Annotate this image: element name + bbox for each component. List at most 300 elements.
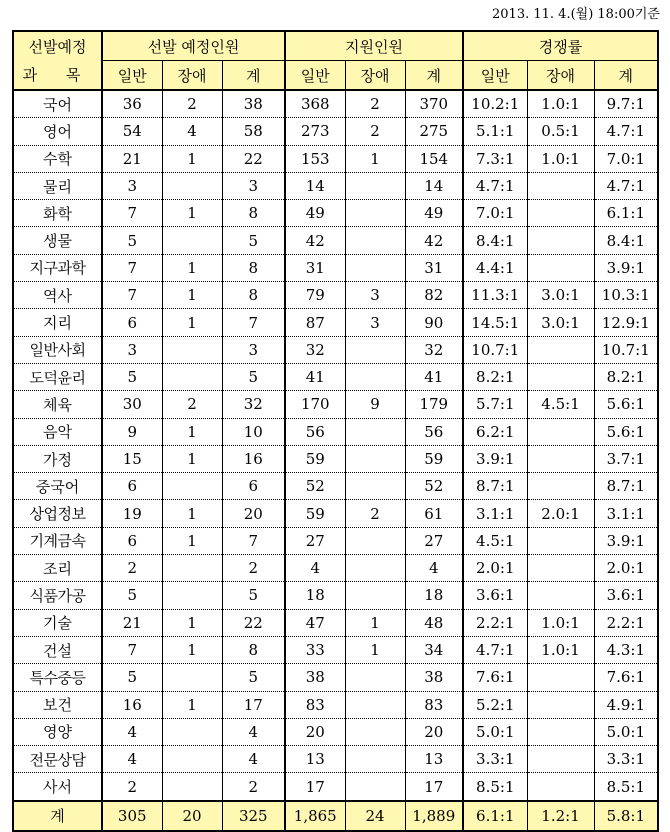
applied-general-cell: 153 xyxy=(285,145,345,172)
planned-disabled-cell xyxy=(162,473,222,500)
table-row xyxy=(13,118,658,145)
ratio-general-cell: 10.2:1 xyxy=(463,90,527,118)
applied-disabled-cell: 3 xyxy=(345,282,405,309)
planned-general-cell: 5 xyxy=(102,664,162,691)
applied-disabled-cell: 2 xyxy=(345,90,405,118)
ratio-disabled-cell xyxy=(527,363,594,390)
ratio-disabled-cell: 1.2:1 xyxy=(527,801,594,831)
planned-disabled-cell xyxy=(162,363,222,390)
applied-total-cell: 154 xyxy=(405,145,463,172)
planned-disabled-cell xyxy=(162,582,222,609)
ratio-general-cell: 5.0:1 xyxy=(463,718,527,745)
applied-total-cell: 275 xyxy=(405,118,463,145)
planned-disabled-cell: 1 xyxy=(162,145,222,172)
applied-disabled-cell xyxy=(345,200,405,227)
planned-total-cell: 2 xyxy=(222,773,285,801)
subject-cell: 영양 xyxy=(13,718,102,745)
planned-disabled-cell xyxy=(162,227,222,254)
planned-total-cell: 20 xyxy=(222,500,285,527)
planned-general-cell: 5 xyxy=(102,582,162,609)
ratio-total-cell: 7.6:1 xyxy=(594,664,658,691)
table-row xyxy=(13,746,658,773)
table-row xyxy=(13,445,658,472)
ratio-general-cell: 14.5:1 xyxy=(463,309,527,336)
planned-disabled-cell: 2 xyxy=(162,391,222,418)
ratio-total-cell: 3.9:1 xyxy=(594,527,658,554)
subject-cell: 기술 xyxy=(13,609,102,636)
planned-general-cell: 9 xyxy=(102,418,162,445)
table-row xyxy=(13,90,658,118)
ratio-disabled-cell xyxy=(527,227,594,254)
applied-disabled-cell: 2 xyxy=(345,118,405,145)
ratio-disabled-cell xyxy=(527,582,594,609)
subject-cell: 기계금속 xyxy=(13,527,102,554)
applied-disabled-cell xyxy=(345,172,405,199)
total-row xyxy=(13,801,658,831)
applied-disabled-cell xyxy=(345,363,405,390)
planned-disabled-cell xyxy=(162,718,222,745)
planned-disabled-cell: 1 xyxy=(162,282,222,309)
applied-total-cell: 42 xyxy=(405,227,463,254)
applied-disabled-cell xyxy=(345,473,405,500)
applied-disabled-cell xyxy=(345,773,405,801)
applied-disabled-cell xyxy=(345,718,405,745)
planned-disabled-cell: 1 xyxy=(162,691,222,718)
ratio-disabled-cell xyxy=(527,254,594,281)
ratio-general-cell: 5.2:1 xyxy=(463,691,527,718)
applied-total-cell: 61 xyxy=(405,500,463,527)
applied-total-cell: 48 xyxy=(405,609,463,636)
applied-total-header: 계 xyxy=(405,61,463,91)
ratio-disabled-cell xyxy=(527,746,594,773)
planned-total-cell: 58 xyxy=(222,118,285,145)
ratio-disabled-cell: 3.0:1 xyxy=(527,309,594,336)
subject-cell: 건설 xyxy=(13,636,102,663)
applied-total-cell: 27 xyxy=(405,527,463,554)
ratio-general-cell: 8.5:1 xyxy=(463,773,527,801)
applied-general-cell: 59 xyxy=(285,445,345,472)
subject-cell: 식품가공 xyxy=(13,582,102,609)
planned-total-cell: 17 xyxy=(222,691,285,718)
planned-disabled-cell: 1 xyxy=(162,636,222,663)
subject-cell: 전문상담 xyxy=(13,746,102,773)
applied-total-cell: 17 xyxy=(405,773,463,801)
ratio-general-cell: 4.4:1 xyxy=(463,254,527,281)
planned-general-cell: 5 xyxy=(102,227,162,254)
planned-total-cell: 32 xyxy=(222,391,285,418)
applied-total-cell: 31 xyxy=(405,254,463,281)
applied-disabled-cell xyxy=(345,664,405,691)
planned-total-cell: 38 xyxy=(222,90,285,118)
ratio-total-cell: 4.3:1 xyxy=(594,636,658,663)
table-row xyxy=(13,691,658,718)
ratio-general-cell: 7.3:1 xyxy=(463,145,527,172)
applied-disabled-cell: 9 xyxy=(345,391,405,418)
ratio-general-cell: 8.2:1 xyxy=(463,363,527,390)
subject-cell: 도덕윤리 xyxy=(13,363,102,390)
applied-general-cell: 18 xyxy=(285,582,345,609)
applied-general-cell: 83 xyxy=(285,691,345,718)
applied-total-cell: 18 xyxy=(405,582,463,609)
applied-disabled-cell xyxy=(345,445,405,472)
ratio-total-cell: 2.0:1 xyxy=(594,555,658,582)
table-row xyxy=(13,282,658,309)
subject-cell: 상업정보 xyxy=(13,500,102,527)
applied-total-cell: 59 xyxy=(405,445,463,472)
planned-total-cell: 22 xyxy=(222,609,285,636)
planned-general-cell: 6 xyxy=(102,527,162,554)
planned-general-cell: 7 xyxy=(102,200,162,227)
applied-total-cell: 4 xyxy=(405,555,463,582)
ratio-total-cell: 3.6:1 xyxy=(594,582,658,609)
ratio-general-cell: 11.3:1 xyxy=(463,282,527,309)
applied-total-cell: 1,889 xyxy=(405,801,463,831)
ratio-total-cell: 3.9:1 xyxy=(594,254,658,281)
applied-general-cell: 170 xyxy=(285,391,345,418)
planned-total-cell: 8 xyxy=(222,282,285,309)
ratio-general-cell: 4.7:1 xyxy=(463,636,527,663)
applied-general-cell: 20 xyxy=(285,718,345,745)
planned-disabled-cell xyxy=(162,336,222,363)
table-row xyxy=(13,636,658,663)
planned-disabled-cell: 1 xyxy=(162,500,222,527)
table-row xyxy=(13,254,658,281)
applied-total-cell: 41 xyxy=(405,363,463,390)
table-row xyxy=(13,145,658,172)
planned-total-cell: 3 xyxy=(222,172,285,199)
planned-general-cell: 30 xyxy=(102,391,162,418)
ratio-general-cell: 3.1:1 xyxy=(463,500,527,527)
applied-total-cell: 90 xyxy=(405,309,463,336)
ratio-group-header: 경쟁률 xyxy=(463,31,658,61)
table-row xyxy=(13,582,658,609)
planned-general-cell: 7 xyxy=(102,636,162,663)
ratio-total-cell: 7.0:1 xyxy=(594,145,658,172)
ratio-general-cell: 2.0:1 xyxy=(463,555,527,582)
applied-total-cell: 32 xyxy=(405,336,463,363)
applied-general-cell: 17 xyxy=(285,773,345,801)
ratio-total-cell: 8.4:1 xyxy=(594,227,658,254)
applied-disabled-header: 장애 xyxy=(345,61,405,91)
planned-total-cell: 8 xyxy=(222,254,285,281)
ratio-disabled-cell xyxy=(527,664,594,691)
table-row xyxy=(13,718,658,745)
header-row-2 xyxy=(13,61,658,91)
ratio-total-header: 계 xyxy=(594,61,658,91)
competition-table xyxy=(12,30,659,832)
table-row xyxy=(13,391,658,418)
ratio-total-cell: 3.3:1 xyxy=(594,746,658,773)
table-row xyxy=(13,527,658,554)
subject-cell: 체육 xyxy=(13,391,102,418)
planned-group-header: 선발 예정인원 xyxy=(102,31,285,61)
applied-general-cell: 13 xyxy=(285,746,345,773)
planned-total-cell: 4 xyxy=(222,718,285,745)
ratio-disabled-cell xyxy=(527,473,594,500)
planned-disabled-cell: 1 xyxy=(162,527,222,554)
applied-disabled-cell xyxy=(345,418,405,445)
applied-disabled-cell xyxy=(345,746,405,773)
planned-general-cell: 2 xyxy=(102,555,162,582)
subject-cell: 특수중등 xyxy=(13,664,102,691)
applied-total-cell: 13 xyxy=(405,746,463,773)
applied-disabled-cell xyxy=(345,336,405,363)
ratio-general-cell: 6.1:1 xyxy=(463,801,527,831)
applied-total-cell: 82 xyxy=(405,282,463,309)
ratio-disabled-cell: 2.0:1 xyxy=(527,500,594,527)
planned-disabled-cell: 2 xyxy=(162,90,222,118)
applied-total-cell: 52 xyxy=(405,473,463,500)
ratio-general-cell: 7.6:1 xyxy=(463,664,527,691)
applied-general-cell: 38 xyxy=(285,664,345,691)
applied-general-cell: 32 xyxy=(285,336,345,363)
planned-total-cell: 5 xyxy=(222,227,285,254)
applied-general-cell: 368 xyxy=(285,90,345,118)
ratio-total-cell: 3.1:1 xyxy=(594,500,658,527)
planned-total-cell: 7 xyxy=(222,309,285,336)
table-row xyxy=(13,363,658,390)
ratio-total-cell: 5.8:1 xyxy=(594,801,658,831)
subject-cell: 일반사회 xyxy=(13,336,102,363)
subject-cell: 생물 xyxy=(13,227,102,254)
subject-cell: 보건 xyxy=(13,691,102,718)
subject-cell: 중국어 xyxy=(13,473,102,500)
ratio-total-cell: 6.1:1 xyxy=(594,200,658,227)
applied-general-cell: 52 xyxy=(285,473,345,500)
applied-general-cell: 14 xyxy=(285,172,345,199)
applied-disabled-cell: 1 xyxy=(345,145,405,172)
ratio-general-cell: 3.3:1 xyxy=(463,746,527,773)
applied-general-cell: 47 xyxy=(285,609,345,636)
ratio-general-cell: 8.4:1 xyxy=(463,227,527,254)
planned-disabled-cell: 1 xyxy=(162,609,222,636)
applied-total-cell: 370 xyxy=(405,90,463,118)
subject-cell: 조리 xyxy=(13,555,102,582)
table-row xyxy=(13,336,658,363)
ratio-total-cell: 12.9:1 xyxy=(594,309,658,336)
planned-disabled-cell: 4 xyxy=(162,118,222,145)
subject-cell: 지리 xyxy=(13,309,102,336)
planned-total-cell: 3 xyxy=(222,336,285,363)
planned-general-cell: 19 xyxy=(102,500,162,527)
ratio-disabled-cell xyxy=(527,418,594,445)
ratio-disabled-cell xyxy=(527,445,594,472)
planned-general-cell: 16 xyxy=(102,691,162,718)
applied-general-cell: 56 xyxy=(285,418,345,445)
planned-disabled-cell xyxy=(162,555,222,582)
applied-disabled-cell xyxy=(345,254,405,281)
table-row xyxy=(13,609,658,636)
ratio-total-cell: 10.3:1 xyxy=(594,282,658,309)
planned-general-cell: 21 xyxy=(102,609,162,636)
ratio-general-cell: 4.5:1 xyxy=(463,527,527,554)
subject-cell: 국어 xyxy=(13,90,102,118)
ratio-disabled-cell xyxy=(527,527,594,554)
subject-cell: 역사 xyxy=(13,282,102,309)
planned-disabled-cell xyxy=(162,172,222,199)
planned-disabled-cell: 20 xyxy=(162,801,222,831)
planned-general-cell: 15 xyxy=(102,445,162,472)
planned-disabled-cell: 1 xyxy=(162,309,222,336)
applied-disabled-cell xyxy=(345,555,405,582)
ratio-total-cell: 10.7:1 xyxy=(594,336,658,363)
ratio-total-cell: 8.5:1 xyxy=(594,773,658,801)
subject-header-line1: 선발예정 xyxy=(13,31,102,61)
applied-disabled-cell xyxy=(345,582,405,609)
planned-general-cell: 6 xyxy=(102,473,162,500)
planned-general-cell: 54 xyxy=(102,118,162,145)
applied-total-cell: 83 xyxy=(405,691,463,718)
ratio-general-cell: 5.7:1 xyxy=(463,391,527,418)
planned-general-cell: 7 xyxy=(102,282,162,309)
header-row-1 xyxy=(13,31,658,61)
timestamp: 2013. 11. 4.(월) 18:00기준 xyxy=(492,7,660,22)
ratio-total-cell: 5.6:1 xyxy=(594,418,658,445)
applied-general-cell: 41 xyxy=(285,363,345,390)
applied-total-cell: 20 xyxy=(405,718,463,745)
applied-general-cell: 273 xyxy=(285,118,345,145)
table-row xyxy=(13,200,658,227)
applied-general-cell: 27 xyxy=(285,527,345,554)
planned-total-cell: 5 xyxy=(222,582,285,609)
planned-disabled-cell: 1 xyxy=(162,200,222,227)
applied-general-cell: 4 xyxy=(285,555,345,582)
applied-total-cell: 14 xyxy=(405,172,463,199)
table-row xyxy=(13,473,658,500)
subject-header-line2: 과 목 xyxy=(13,61,102,91)
applied-disabled-cell: 2 xyxy=(345,500,405,527)
applied-disabled-cell: 1 xyxy=(345,636,405,663)
ratio-general-cell: 10.7:1 xyxy=(463,336,527,363)
ratio-disabled-cell xyxy=(527,718,594,745)
ratio-disabled-cell xyxy=(527,773,594,801)
ratio-total-cell: 4.7:1 xyxy=(594,118,658,145)
table-row xyxy=(13,773,658,801)
table-row xyxy=(13,500,658,527)
subject-cell: 가정 xyxy=(13,445,102,472)
planned-total-cell: 325 xyxy=(222,801,285,831)
table-row xyxy=(13,418,658,445)
ratio-total-cell: 9.7:1 xyxy=(594,90,658,118)
applied-disabled-cell: 24 xyxy=(345,801,405,831)
planned-total-cell: 8 xyxy=(222,200,285,227)
applied-general-cell: 59 xyxy=(285,500,345,527)
applied-disabled-cell xyxy=(345,691,405,718)
planned-general-cell: 4 xyxy=(102,718,162,745)
subject-cell: 물리 xyxy=(13,172,102,199)
planned-general-cell: 305 xyxy=(102,801,162,831)
table-row xyxy=(13,309,658,336)
ratio-general-cell: 7.0:1 xyxy=(463,200,527,227)
applied-general-cell: 87 xyxy=(285,309,345,336)
applied-general-cell: 79 xyxy=(285,282,345,309)
table-row xyxy=(13,172,658,199)
ratio-general-cell: 6.2:1 xyxy=(463,418,527,445)
ratio-total-cell: 4.7:1 xyxy=(594,172,658,199)
planned-total-header: 계 xyxy=(222,61,285,91)
planned-disabled-cell: 1 xyxy=(162,445,222,472)
planned-disabled-cell: 1 xyxy=(162,254,222,281)
ratio-total-cell: 3.7:1 xyxy=(594,445,658,472)
planned-general-cell: 3 xyxy=(102,172,162,199)
applied-general-cell: 49 xyxy=(285,200,345,227)
planned-total-cell: 22 xyxy=(222,145,285,172)
ratio-general-header: 일반 xyxy=(463,61,527,91)
planned-total-cell: 4 xyxy=(222,746,285,773)
applied-total-cell: 38 xyxy=(405,664,463,691)
ratio-general-cell: 3.6:1 xyxy=(463,582,527,609)
applied-general-cell: 42 xyxy=(285,227,345,254)
planned-total-cell: 16 xyxy=(222,445,285,472)
subject-cell: 사서 xyxy=(13,773,102,801)
planned-total-cell: 8 xyxy=(222,636,285,663)
table-row xyxy=(13,555,658,582)
applied-disabled-cell: 3 xyxy=(345,309,405,336)
ratio-total-cell: 4.9:1 xyxy=(594,691,658,718)
applied-general-cell: 1,865 xyxy=(285,801,345,831)
planned-disabled-cell: 1 xyxy=(162,418,222,445)
planned-general-cell: 6 xyxy=(102,309,162,336)
ratio-total-cell: 5.0:1 xyxy=(594,718,658,745)
subject-cell: 계 xyxy=(13,801,102,831)
subject-cell: 화학 xyxy=(13,200,102,227)
planned-general-cell: 2 xyxy=(102,773,162,801)
planned-general-cell: 21 xyxy=(102,145,162,172)
planned-total-cell: 7 xyxy=(222,527,285,554)
ratio-total-cell: 5.6:1 xyxy=(594,391,658,418)
ratio-disabled-header: 장애 xyxy=(527,61,594,91)
applied-total-cell: 179 xyxy=(405,391,463,418)
planned-disabled-header: 장애 xyxy=(162,61,222,91)
applied-general-header: 일반 xyxy=(285,61,345,91)
planned-general-cell: 5 xyxy=(102,363,162,390)
planned-disabled-cell xyxy=(162,746,222,773)
planned-total-cell: 6 xyxy=(222,473,285,500)
subject-cell: 영어 xyxy=(13,118,102,145)
subject-cell: 지구과학 xyxy=(13,254,102,281)
planned-total-cell: 5 xyxy=(222,664,285,691)
planned-disabled-cell xyxy=(162,773,222,801)
ratio-disabled-cell: 1.0:1 xyxy=(527,145,594,172)
planned-general-cell: 4 xyxy=(102,746,162,773)
planned-disabled-cell xyxy=(162,664,222,691)
applied-group-header: 지원인원 xyxy=(285,31,463,61)
planned-total-cell: 2 xyxy=(222,555,285,582)
ratio-disabled-cell xyxy=(527,555,594,582)
ratio-total-cell: 8.7:1 xyxy=(594,473,658,500)
ratio-general-cell: 8.7:1 xyxy=(463,473,527,500)
ratio-general-cell: 3.9:1 xyxy=(463,445,527,472)
ratio-disabled-cell: 1.0:1 xyxy=(527,636,594,663)
subject-cell: 음악 xyxy=(13,418,102,445)
applied-disabled-cell: 1 xyxy=(345,609,405,636)
ratio-disabled-cell xyxy=(527,336,594,363)
ratio-disabled-cell: 0.5:1 xyxy=(527,118,594,145)
applied-disabled-cell xyxy=(345,527,405,554)
planned-general-header: 일반 xyxy=(102,61,162,91)
ratio-disabled-cell xyxy=(527,172,594,199)
ratio-disabled-cell: 1.0:1 xyxy=(527,609,594,636)
applied-total-cell: 49 xyxy=(405,200,463,227)
planned-general-cell: 36 xyxy=(102,90,162,118)
ratio-general-cell: 2.2:1 xyxy=(463,609,527,636)
table-row xyxy=(13,227,658,254)
planned-total-cell: 10 xyxy=(222,418,285,445)
planned-general-cell: 3 xyxy=(102,336,162,363)
applied-general-cell: 31 xyxy=(285,254,345,281)
applied-total-cell: 56 xyxy=(405,418,463,445)
ratio-disabled-cell xyxy=(527,691,594,718)
